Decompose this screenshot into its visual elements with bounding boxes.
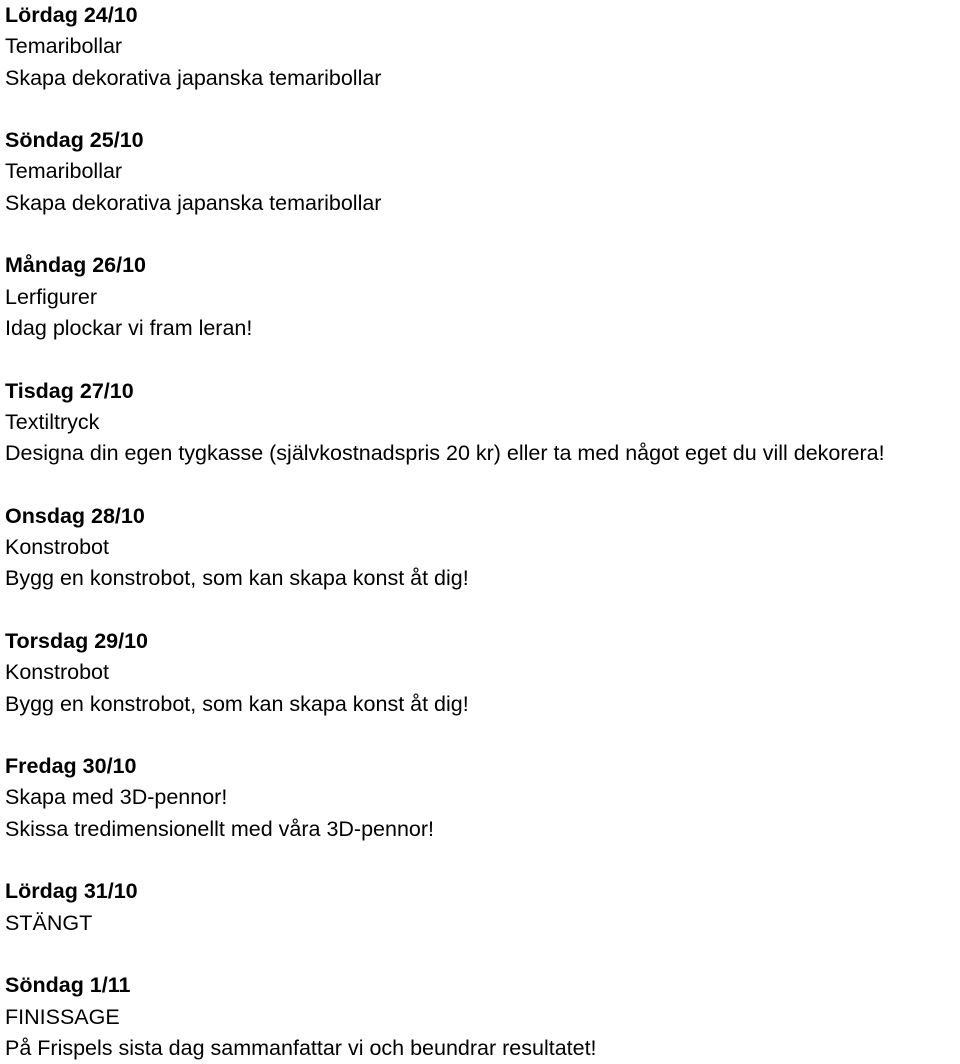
entry-spacer [5, 595, 955, 626]
entry-title: STÄNGT [5, 910, 93, 935]
entry-spacer [5, 219, 955, 250]
schedule-entry [5, 626, 955, 720]
schedule-entry [5, 0, 955, 94]
entry-date: Lördag 31/10 [5, 879, 138, 904]
entry-title: Lerfigurer [5, 284, 98, 309]
entry-title: Textiltryck [5, 409, 100, 434]
entry-date: Lördag 24/10 [5, 3, 138, 27]
entry-description: Skapa dekorativa japanska temaribollar [5, 65, 382, 90]
entry-title: Konstrobot [5, 535, 109, 560]
schedule-document [5, 0, 955, 1064]
entry-description: Designa din egen tygkasse (självkostnadspris 20 kr) eller ta med något eget du vill dekorera! [5, 441, 885, 466]
schedule-entry [5, 250, 955, 344]
entry-description: Skapa dekorativa japanska temaribollar [5, 190, 382, 215]
entry-spacer [5, 469, 955, 500]
entry-title: Temaribollar [5, 159, 123, 184]
entry-description: Bygg en konstrobot, som kan skapa konst åt dig! [5, 691, 469, 716]
schedule-entry [5, 751, 955, 845]
entry-spacer [5, 845, 955, 876]
entry-date: Söndag 25/10 [5, 128, 144, 153]
entry-title: FINISSAGE [5, 1004, 120, 1029]
schedule-entry [5, 501, 955, 595]
entry-date: Torsdag 29/10 [5, 628, 148, 653]
entry-date: Onsdag 28/10 [5, 503, 145, 528]
entry-description: Bygg en konstrobot, som kan skapa konst åt dig! [5, 566, 469, 591]
entry-title: Konstrobot [5, 660, 109, 685]
schedule-entry [5, 970, 955, 1064]
schedule-entry [5, 125, 955, 219]
entry-title: Temaribollar [5, 34, 123, 59]
entry-spacer [5, 720, 955, 751]
entry-title: Skapa med 3D-pennor! [5, 785, 228, 810]
entry-date: Tisdag 27/10 [5, 378, 134, 403]
entry-spacer [5, 344, 955, 375]
schedule-entry [5, 876, 955, 939]
schedule-entry [5, 376, 955, 470]
entry-spacer [5, 939, 955, 970]
entry-spacer [5, 94, 955, 125]
entry-date: Måndag 26/10 [5, 253, 146, 278]
entry-description: På Frispels sista dag sammanfattar vi och beundrar resultatet! [5, 1035, 597, 1060]
entry-date: Fredag 30/10 [5, 754, 137, 779]
entry-description: Idag plockar vi fram leran! [5, 315, 253, 340]
entry-date: Söndag 1/11 [5, 973, 131, 998]
entry-description: Skissa tredimensionellt med våra 3D-pennor! [5, 816, 435, 841]
